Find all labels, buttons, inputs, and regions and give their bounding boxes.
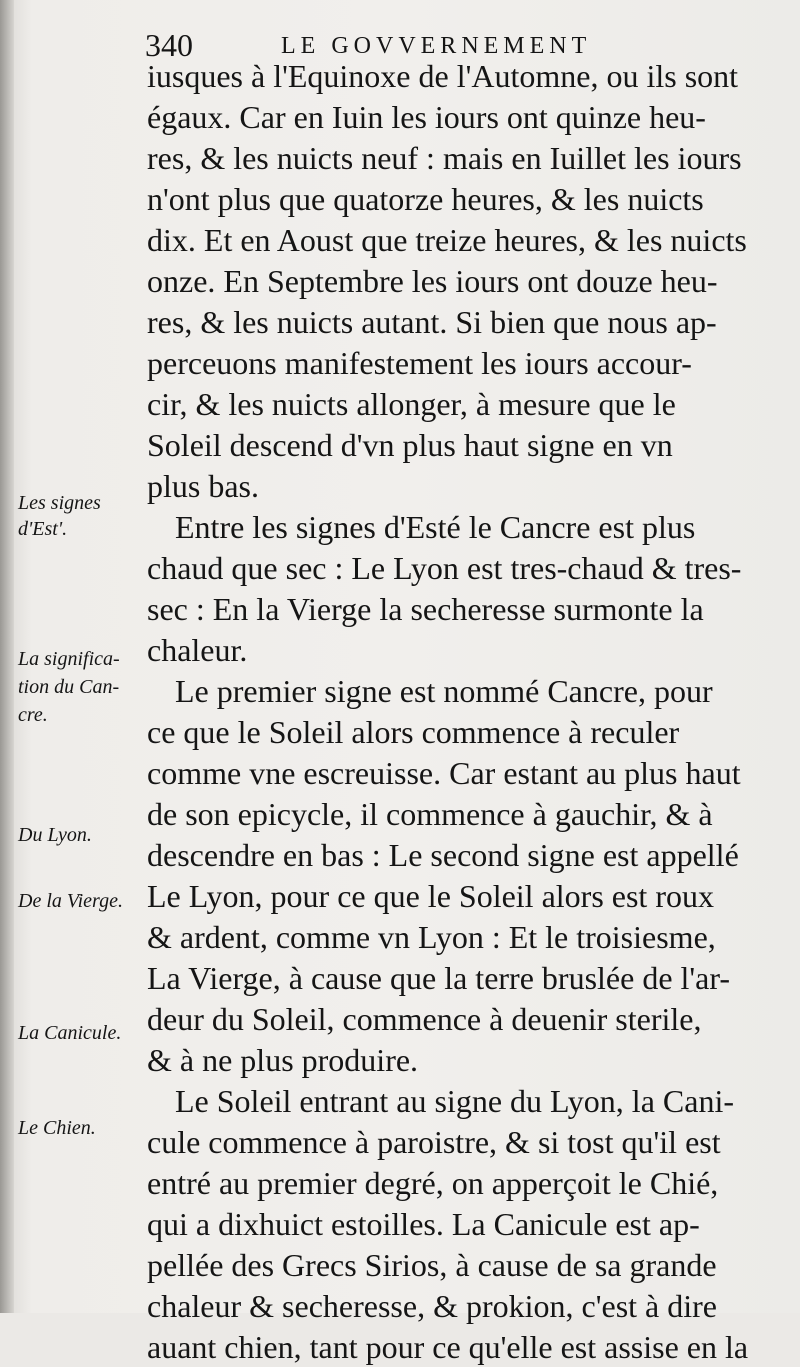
- text-line: comme vne escreuisse. Car estant au plus haut: [147, 755, 741, 791]
- text-line: entré au premier degré, on apperçoit le Chié,: [147, 1165, 719, 1201]
- margin-note: De la Vierge.: [18, 890, 123, 912]
- page-number: 340: [145, 27, 193, 63]
- text-line: chaleur.: [147, 632, 248, 668]
- text-line: chaleur & secheresse, & prokion, c'est à dire: [147, 1288, 717, 1324]
- margin-note: Les signes: [18, 492, 101, 514]
- text-line: de son epicycle, il commence à gauchir, & à: [147, 796, 713, 832]
- text-line: perceuons manifestement les iours accour-: [147, 345, 692, 381]
- text-line: auant chien, tant pour ce qu'elle est assise en la: [147, 1329, 749, 1365]
- text-line: res, & les nuicts autant. Si bien que nous ap-: [147, 304, 717, 340]
- text-line: & à ne plus produire.: [147, 1042, 419, 1078]
- text-line: Le premier signe est nommé Cancre, pour: [175, 673, 713, 709]
- text-line: sec : En la Vierge la secheresse surmonte la: [147, 591, 704, 627]
- text-line: Le Lyon, pour ce que le Soleil alors est roux: [147, 878, 714, 914]
- text-line: cule commence à paroistre, & si tost qu'il est: [147, 1124, 721, 1160]
- text-line: descendre en bas : Le second signe est appellé: [147, 837, 739, 873]
- text-line: pellée des Grecs Sirios, à cause de sa grande: [147, 1247, 717, 1283]
- text-line: plus bas.: [147, 468, 259, 504]
- text-line: dix. Et en Aoust que treize heures, & les nuicts: [147, 222, 747, 258]
- text-line: res, & les nuicts neuf : mais en Iuillet les iours: [147, 140, 742, 176]
- margin-note: La significa-: [18, 648, 120, 670]
- text-line: qui a dixhuict estoilles. La Canicule est ap-: [147, 1206, 700, 1242]
- text-line: cir, & les nuicts allonger, à mesure que le: [147, 386, 676, 422]
- running-title: LE GOVVERNEMENT: [281, 33, 592, 59]
- margin-note: Le Chien.: [18, 1117, 96, 1139]
- text-line: Soleil descend d'vn plus haut signe en vn: [147, 427, 673, 463]
- text-line: Entre les signes d'Esté le Cancre est plus: [175, 509, 696, 545]
- margin-note: tion du Can-: [18, 676, 120, 698]
- text-line: & ardent, comme vn Lyon : Et le troisiesme,: [147, 919, 716, 955]
- margin-note: Du Lyon.: [18, 824, 92, 846]
- text-line: Le Soleil entrant au signe du Lyon, la Cani-: [175, 1083, 734, 1119]
- text-line: chaud que sec : Le Lyon est tres-chaud & tres-: [147, 550, 742, 586]
- text-line: onze. En Septembre les iours ont douze heu-: [147, 263, 718, 299]
- text-line: deur du Soleil, commence à deuenir sterile,: [147, 1001, 702, 1037]
- text-line: iusques à l'Equinoxe de l'Automne, ou ils sont: [147, 58, 739, 94]
- text-line: égaux. Car en Iuin les iours ont quinze heu-: [147, 99, 706, 135]
- margin-note: cre.: [18, 704, 48, 726]
- margin-note: d'Est'.: [18, 518, 68, 540]
- text-line: ce que le Soleil alors commence à reculer: [147, 714, 680, 750]
- text-line: n'ont plus que quatorze heures, & les nuicts: [147, 181, 704, 217]
- text-line: La Vierge, à cause que la terre bruslée de l'ar-: [147, 960, 731, 996]
- margin-note: La Canicule.: [18, 1022, 122, 1044]
